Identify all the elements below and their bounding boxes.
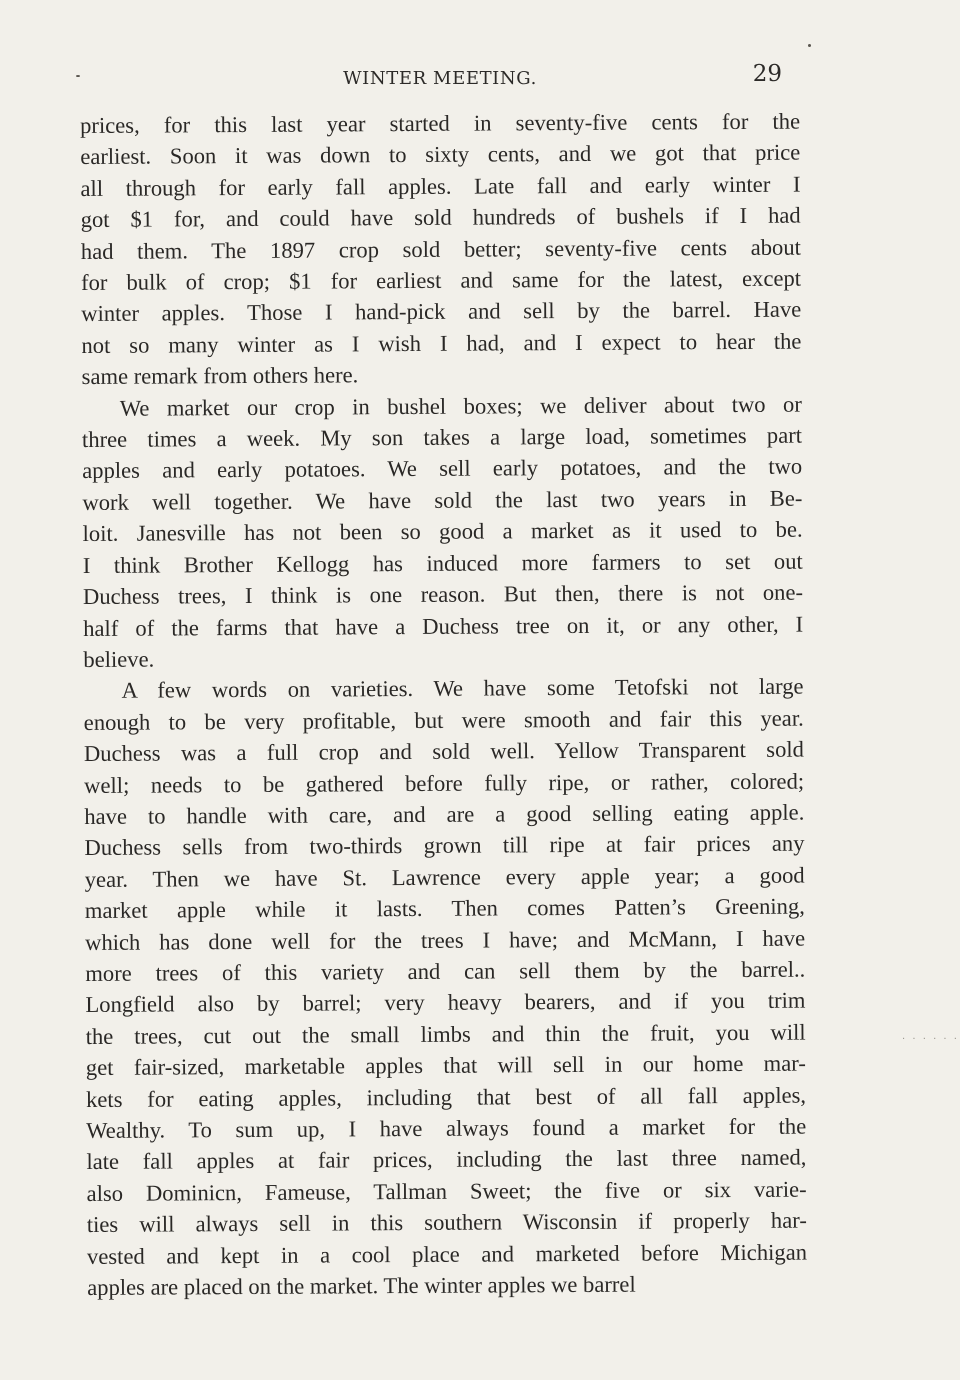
text-line: Duchess sells from two-thirds grown till ripe at fair prices any [84, 830, 805, 861]
text-line: half of the farms that have a Duchess tree on it, or any other, I [83, 611, 804, 641]
text-line: ties will always sell in this southern Wisconsin if properly har- [86, 1207, 807, 1238]
text-line: late fall apples at fair prices, including the last three named, [86, 1144, 807, 1175]
text-line: which has done well for the trees I have; and McMann, I have [85, 925, 806, 955]
text-line: loit. Janesville has not been so good a market as it used to be. [82, 516, 803, 547]
text-line: all through for early fall apples. Late fall and early winter I [80, 171, 801, 201]
page-number: 29 [752, 61, 782, 87]
text-line: prices, for this last year started in seventy-five cents for the [80, 108, 801, 138]
text-line: got $1 for, and could have sold hundreds of bushels if I had [80, 202, 801, 233]
text-line: apples and early potatoes. We sell early potatoes, and the two [82, 454, 803, 484]
text-line: more trees of this variety and can sell them by the barrel.. [85, 956, 806, 986]
text-line: We market our crop in bushel boxes; we deliver about two or [119, 391, 802, 421]
text-line: Wealthy. To sum up, I have always found a market for the [86, 1113, 807, 1143]
text-line: three times a week. My son takes a large load, sometimes part [81, 422, 803, 453]
text-line: earliest. Soon it was down to sixty cents, and we got that price [80, 140, 801, 170]
text-line: apples are placed on the market. The winter apples we barrel [87, 1271, 636, 1301]
text-line: kets for eating apples, including that best of all fall apples, [85, 1082, 807, 1112]
paragraph [82, 388, 804, 675]
text-line: had them. The 1897 crop sold better; seventy-five cents about [80, 234, 801, 264]
text-line: I think Brother Kellogg has induced more farmers to set out [82, 548, 803, 578]
text-line: not so many winter as I wish I had, and I expect to hear the [81, 328, 802, 358]
text-line: believe. [83, 646, 155, 672]
text-line: work well together. We have sold the last two years in Be- [82, 485, 803, 515]
text-line: also Dominicn, Fameuse, Tallman Sweet; the five or six varie- [86, 1176, 807, 1206]
ink-speck [76, 75, 80, 77]
paragraph [80, 106, 802, 393]
text-line: well; needs to be gathered before fully ripe, or rather, colored; [84, 768, 805, 798]
text-line: A few words on varieties. We have some Tetofski not large [121, 673, 804, 704]
body-text [80, 106, 807, 1304]
text-line: market apple while it lasts. Then comes Patten’s Greening, [84, 893, 805, 924]
text-line: the trees, cut out the small limbs and thin the fruit, you will [85, 1019, 806, 1049]
text-line: year. Then we have St. Lawrence every apple year; a good [84, 862, 805, 892]
running-title: WINTER MEETING. [343, 68, 537, 89]
text-line: for bulk of crop; $1 for earliest and same for the latest, except [80, 265, 802, 296]
text-line: winter apples. Those I hand-pick and sell by the barrel. Have [81, 297, 802, 327]
ink-speck [808, 44, 811, 47]
text-line: get fair-sized, marketable apples that will sell in our home mar- [85, 1050, 806, 1081]
page-header [80, 58, 800, 92]
text-line: vested and kept in a cool place and marketed before Michigan [86, 1239, 808, 1269]
text-line: enough to be very profitable, but were smooth and fair this year. [83, 705, 804, 735]
text-line: Duchess trees, I think is one reason. But then, there is not one- [82, 579, 804, 610]
paragraph [83, 671, 807, 1304]
text-line: have to handle with care, and are a good selling eating apple. [84, 799, 805, 829]
text-line: same remark from others here. [81, 362, 359, 390]
text-line: Duchess was a full crop and sold well. Yellow Transparent sold [83, 736, 804, 767]
text-line: Longfield also by barrel; very heavy bearers, and if you trim [85, 987, 806, 1018]
margin-dots: · · · · · · [902, 1034, 959, 1045]
